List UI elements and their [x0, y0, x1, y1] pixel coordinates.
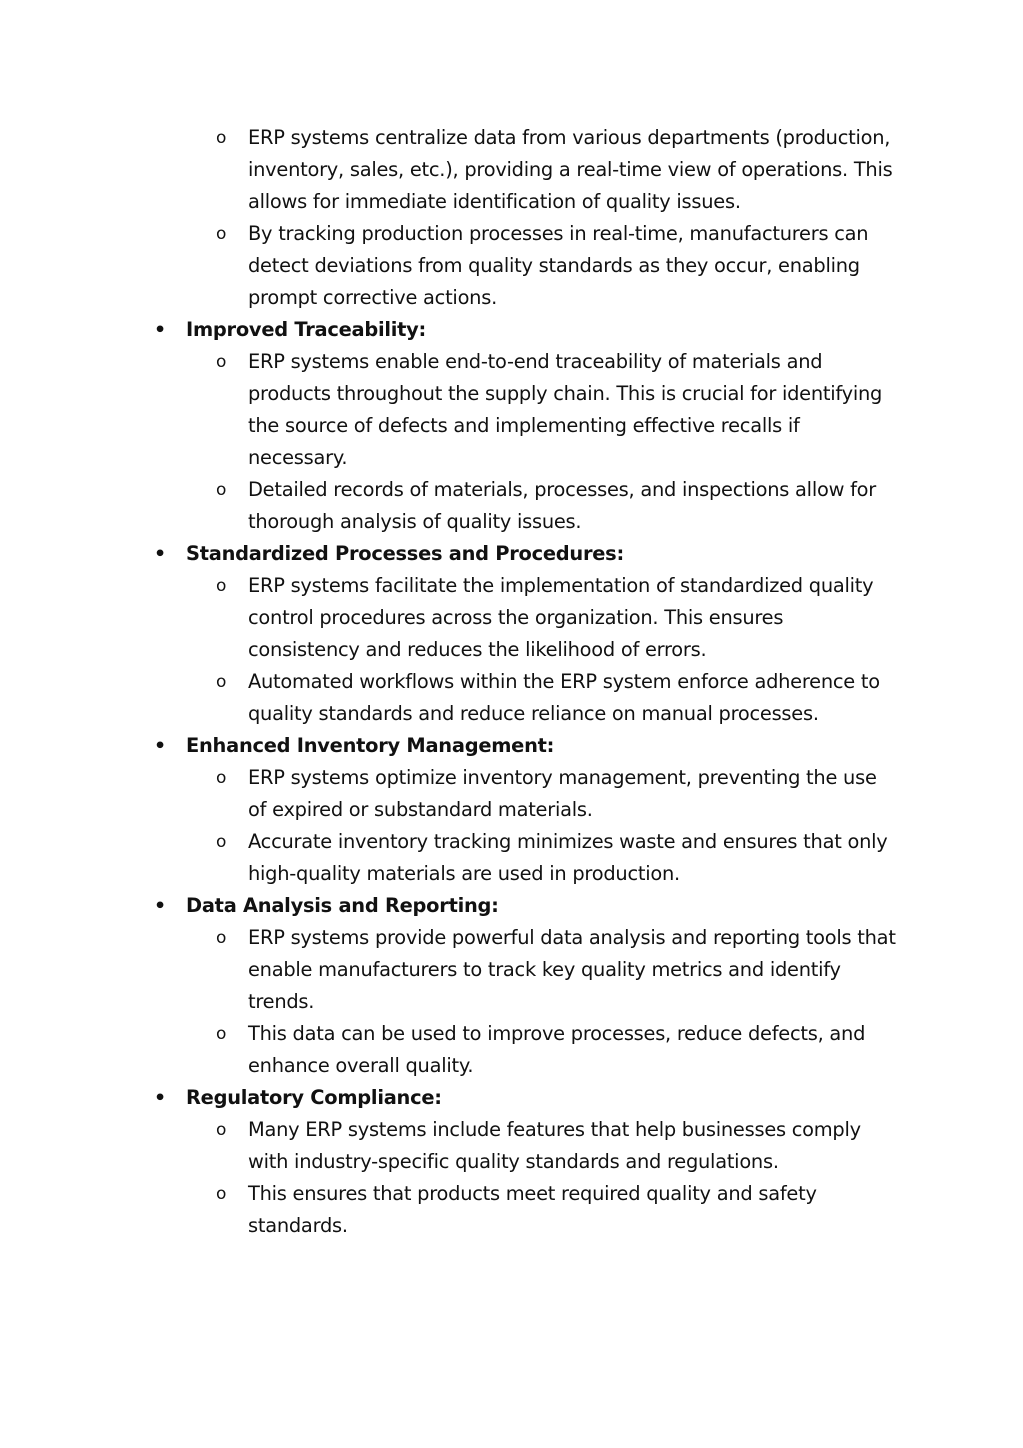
section-heading: [0, 730, 1023, 762]
circle-bullet-icon: o: [216, 1024, 227, 1044]
circle-bullet-icon: o: [216, 768, 227, 788]
section-standardized-processes: [0, 538, 1023, 730]
list-item-text: This data can be used to improve processes, reduce defects, and enhance overall quality.: [248, 1022, 866, 1077]
list-item-text: ERP systems facilitate the implementation of standardized quality control procedures across the organization. This ensures consistency and reduces the likelihood of errors.: [248, 574, 874, 661]
section-improved-traceability: [0, 314, 1023, 538]
list-item-text: ERP systems optimize inventory management, preventing the use of expired or substandard materials.: [248, 766, 877, 821]
section-heading-text: Regulatory Compliance:: [186, 1086, 442, 1109]
list-item: [0, 922, 900, 1018]
list-item: [0, 1018, 900, 1082]
circle-bullet-icon: o: [216, 928, 227, 948]
bullet-icon: •: [154, 735, 166, 757]
circle-bullet-icon: o: [216, 832, 227, 852]
circle-bullet-icon: o: [216, 1184, 227, 1204]
section-heading: [0, 1082, 1023, 1114]
section-enhanced-inventory-management: [0, 730, 1023, 890]
list-item: [0, 826, 900, 890]
list-item: [0, 1178, 900, 1242]
section-heading: [0, 538, 1023, 570]
list-item: [0, 474, 900, 538]
list-item: [0, 346, 900, 474]
circle-bullet-icon: o: [216, 576, 227, 596]
circle-bullet-icon: o: [216, 128, 227, 148]
list-item-text: Accurate inventory tracking minimizes waste and ensures that only high-quality materials are used in production.: [248, 830, 888, 885]
list-item: [0, 122, 900, 218]
circle-bullet-icon: o: [216, 480, 227, 500]
bullet-icon: •: [154, 895, 166, 917]
section-heading: [0, 890, 1023, 922]
list-item: [0, 666, 900, 730]
section-regulatory-compliance: [0, 1082, 1023, 1242]
bullet-icon: •: [154, 1087, 166, 1109]
section-heading-text: Improved Traceability:: [186, 318, 427, 341]
circle-bullet-icon: o: [216, 1120, 227, 1140]
list-item-text: Detailed records of materials, processes, and inspections allow for thorough analysis of quality issues.: [248, 478, 877, 533]
list-item-text: This ensures that products meet required quality and safety standards.: [248, 1182, 817, 1237]
list-item-text: ERP systems enable end-to-end traceability of materials and products throughout the supply chain. This is crucial for identifying the source of defects and implementing effective recalls if necessary.: [248, 350, 883, 469]
intro-list: [0, 122, 1023, 314]
list-item-text: ERP systems centralize data from various departments (production, inventory, sales, etc.), providing a real-time view of operations. This allows for immediate identification of quality issues.: [248, 126, 893, 213]
list-item-text: Many ERP systems include features that help businesses comply with industry-specific quality standards and regulations.: [248, 1118, 861, 1173]
list-item-text: By tracking production processes in real-time, manufacturers can detect deviations from quality standards as they occur, enabling prompt corrective actions.: [248, 222, 869, 309]
section-heading-text: Standardized Processes and Procedures:: [186, 542, 624, 565]
list-item-text: ERP systems provide powerful data analysis and reporting tools that enable manufacturers to track key quality metrics and identify trends.: [248, 926, 896, 1013]
bullet-icon: •: [154, 543, 166, 565]
list-item: [0, 570, 900, 666]
list-item: [0, 1114, 900, 1178]
section-data-analysis-reporting: [0, 890, 1023, 1082]
section-heading-text: Data Analysis and Reporting:: [186, 894, 499, 917]
circle-bullet-icon: o: [216, 672, 227, 692]
section-heading: [0, 314, 1023, 346]
list-item: [0, 762, 900, 826]
circle-bullet-icon: o: [216, 352, 227, 372]
section-heading-text: Enhanced Inventory Management:: [186, 734, 555, 757]
list-item: [0, 218, 900, 314]
list-item-text: Automated workflows within the ERP system enforce adherence to quality standards and reduce reliance on manual processes.: [248, 670, 880, 725]
circle-bullet-icon: o: [216, 224, 227, 244]
document-page: [0, 122, 1023, 1242]
bullet-icon: •: [154, 319, 166, 341]
